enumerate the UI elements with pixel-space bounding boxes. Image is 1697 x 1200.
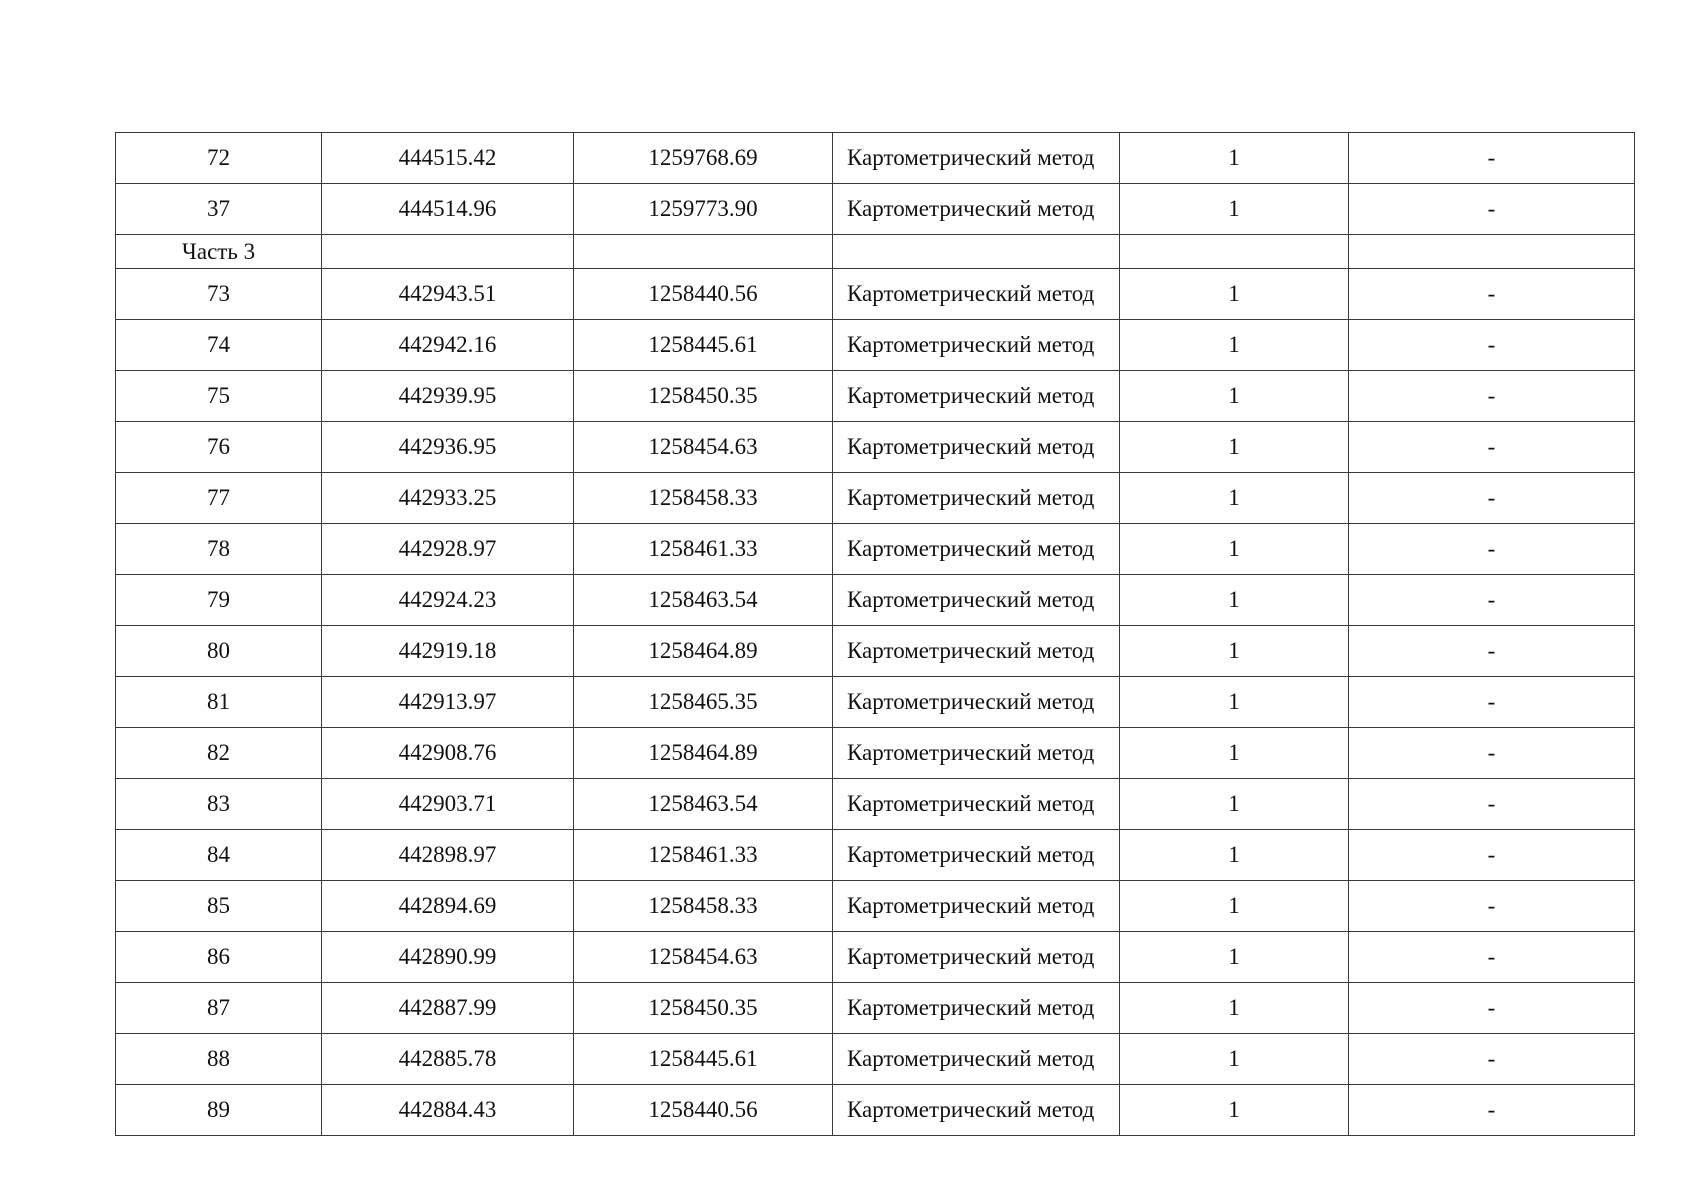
point-number-cell: 79 xyxy=(116,575,322,626)
method-cell: Картометрический метод xyxy=(833,830,1120,881)
table-row xyxy=(116,626,1635,677)
x-coordinate-cell: 442936.95 xyxy=(322,422,574,473)
y-coordinate-cell: 1258445.61 xyxy=(574,1034,833,1085)
accuracy-cell: 1 xyxy=(1120,983,1349,1034)
table-row xyxy=(116,371,1635,422)
accuracy-cell: 1 xyxy=(1120,830,1349,881)
accuracy-cell: 1 xyxy=(1120,728,1349,779)
y-coordinate-cell: 1258458.33 xyxy=(574,473,833,524)
y-coordinate-cell: 1259773.90 xyxy=(574,184,833,235)
x-coordinate-cell: 442898.97 xyxy=(322,830,574,881)
empty-cell xyxy=(1349,235,1635,269)
accuracy-cell: 1 xyxy=(1120,133,1349,184)
coordinates-table xyxy=(115,132,1635,1136)
accuracy-cell: 1 xyxy=(1120,320,1349,371)
table-row xyxy=(116,779,1635,830)
table-row xyxy=(116,1034,1635,1085)
y-coordinate-cell: 1258463.54 xyxy=(574,575,833,626)
point-number-cell: 82 xyxy=(116,728,322,779)
description-cell: - xyxy=(1349,422,1635,473)
point-number-cell: 83 xyxy=(116,779,322,830)
table-row xyxy=(116,269,1635,320)
table-row xyxy=(116,575,1635,626)
x-coordinate-cell: 442919.18 xyxy=(322,626,574,677)
accuracy-cell: 1 xyxy=(1120,524,1349,575)
method-cell: Картометрический метод xyxy=(833,269,1120,320)
table-row xyxy=(116,473,1635,524)
accuracy-cell: 1 xyxy=(1120,779,1349,830)
point-number-cell: 88 xyxy=(116,1034,322,1085)
accuracy-cell: 1 xyxy=(1120,269,1349,320)
empty-cell xyxy=(833,235,1120,269)
point-number-cell: 74 xyxy=(116,320,322,371)
description-cell: - xyxy=(1349,881,1635,932)
table-row xyxy=(116,133,1635,184)
table-row xyxy=(116,1085,1635,1136)
x-coordinate-cell: 442903.71 xyxy=(322,779,574,830)
point-number-cell: 84 xyxy=(116,830,322,881)
x-coordinate-cell: 442884.43 xyxy=(322,1085,574,1136)
accuracy-cell: 1 xyxy=(1120,881,1349,932)
description-cell: - xyxy=(1349,1085,1635,1136)
y-coordinate-cell: 1259768.69 xyxy=(574,133,833,184)
method-cell: Картометрический метод xyxy=(833,983,1120,1034)
x-coordinate-cell: 444515.42 xyxy=(322,133,574,184)
empty-cell xyxy=(322,235,574,269)
x-coordinate-cell: 442885.78 xyxy=(322,1034,574,1085)
method-cell: Картометрический метод xyxy=(833,371,1120,422)
method-cell: Картометрический метод xyxy=(833,422,1120,473)
method-cell: Картометрический метод xyxy=(833,575,1120,626)
y-coordinate-cell: 1258464.89 xyxy=(574,728,833,779)
table-row xyxy=(116,422,1635,473)
x-coordinate-cell: 444514.96 xyxy=(322,184,574,235)
x-coordinate-cell: 442890.99 xyxy=(322,932,574,983)
x-coordinate-cell: 442943.51 xyxy=(322,269,574,320)
method-cell: Картометрический метод xyxy=(833,932,1120,983)
description-cell: - xyxy=(1349,320,1635,371)
accuracy-cell: 1 xyxy=(1120,677,1349,728)
y-coordinate-cell: 1258464.89 xyxy=(574,626,833,677)
method-cell: Картометрический метод xyxy=(833,524,1120,575)
accuracy-cell: 1 xyxy=(1120,184,1349,235)
y-coordinate-cell: 1258450.35 xyxy=(574,371,833,422)
x-coordinate-cell: 442887.99 xyxy=(322,983,574,1034)
table-row xyxy=(116,830,1635,881)
y-coordinate-cell: 1258458.33 xyxy=(574,881,833,932)
y-coordinate-cell: 1258440.56 xyxy=(574,1085,833,1136)
y-coordinate-cell: 1258454.63 xyxy=(574,422,833,473)
table-row xyxy=(116,677,1635,728)
description-cell: - xyxy=(1349,626,1635,677)
accuracy-cell: 1 xyxy=(1120,371,1349,422)
accuracy-cell: 1 xyxy=(1120,626,1349,677)
y-coordinate-cell: 1258450.35 xyxy=(574,983,833,1034)
point-number-cell: 87 xyxy=(116,983,322,1034)
description-cell: - xyxy=(1349,184,1635,235)
x-coordinate-cell: 442894.69 xyxy=(322,881,574,932)
x-coordinate-cell: 442924.23 xyxy=(322,575,574,626)
table-row xyxy=(116,728,1635,779)
description-cell: - xyxy=(1349,473,1635,524)
table-row xyxy=(116,184,1635,235)
table-row xyxy=(116,932,1635,983)
point-number-cell: 72 xyxy=(116,133,322,184)
point-number-cell: 76 xyxy=(116,422,322,473)
accuracy-cell: 1 xyxy=(1120,1085,1349,1136)
y-coordinate-cell: 1258465.35 xyxy=(574,677,833,728)
y-coordinate-cell: 1258445.61 xyxy=(574,320,833,371)
y-coordinate-cell: 1258440.56 xyxy=(574,269,833,320)
section-header-row xyxy=(116,235,1635,269)
method-cell: Картометрический метод xyxy=(833,881,1120,932)
description-cell: - xyxy=(1349,677,1635,728)
method-cell: Картометрический метод xyxy=(833,779,1120,830)
table-row xyxy=(116,983,1635,1034)
x-coordinate-cell: 442939.95 xyxy=(322,371,574,422)
description-cell: - xyxy=(1349,983,1635,1034)
empty-cell xyxy=(1120,235,1349,269)
x-coordinate-cell: 442908.76 xyxy=(322,728,574,779)
point-number-cell: 78 xyxy=(116,524,322,575)
method-cell: Картометрический метод xyxy=(833,473,1120,524)
x-coordinate-cell: 442913.97 xyxy=(322,677,574,728)
point-number-cell: 75 xyxy=(116,371,322,422)
accuracy-cell: 1 xyxy=(1120,575,1349,626)
method-cell: Картометрический метод xyxy=(833,728,1120,779)
coordinates-table-body xyxy=(116,133,1635,1136)
x-coordinate-cell: 442942.16 xyxy=(322,320,574,371)
method-cell: Картометрический метод xyxy=(833,184,1120,235)
point-number-cell: 77 xyxy=(116,473,322,524)
method-cell: Картометрический метод xyxy=(833,133,1120,184)
method-cell: Картометрический метод xyxy=(833,1034,1120,1085)
accuracy-cell: 1 xyxy=(1120,473,1349,524)
description-cell: - xyxy=(1349,371,1635,422)
accuracy-cell: 1 xyxy=(1120,932,1349,983)
table-row xyxy=(116,881,1635,932)
description-cell: - xyxy=(1349,524,1635,575)
description-cell: - xyxy=(1349,779,1635,830)
section-label: Часть 3 xyxy=(116,235,322,269)
empty-cell xyxy=(574,235,833,269)
accuracy-cell: 1 xyxy=(1120,1034,1349,1085)
y-coordinate-cell: 1258463.54 xyxy=(574,779,833,830)
y-coordinate-cell: 1258461.33 xyxy=(574,524,833,575)
description-cell: - xyxy=(1349,269,1635,320)
y-coordinate-cell: 1258461.33 xyxy=(574,830,833,881)
x-coordinate-cell: 442928.97 xyxy=(322,524,574,575)
method-cell: Картометрический метод xyxy=(833,677,1120,728)
method-cell: Картометрический метод xyxy=(833,626,1120,677)
description-cell: - xyxy=(1349,575,1635,626)
point-number-cell: 80 xyxy=(116,626,322,677)
description-cell: - xyxy=(1349,830,1635,881)
point-number-cell: 81 xyxy=(116,677,322,728)
point-number-cell: 37 xyxy=(116,184,322,235)
accuracy-cell: 1 xyxy=(1120,422,1349,473)
point-number-cell: 89 xyxy=(116,1085,322,1136)
description-cell: - xyxy=(1349,932,1635,983)
x-coordinate-cell: 442933.25 xyxy=(322,473,574,524)
method-cell: Картометрический метод xyxy=(833,1085,1120,1136)
description-cell: - xyxy=(1349,133,1635,184)
point-number-cell: 86 xyxy=(116,932,322,983)
table-row xyxy=(116,524,1635,575)
point-number-cell: 73 xyxy=(116,269,322,320)
description-cell: - xyxy=(1349,728,1635,779)
point-number-cell: 85 xyxy=(116,881,322,932)
y-coordinate-cell: 1258454.63 xyxy=(574,932,833,983)
table-row xyxy=(116,320,1635,371)
description-cell: - xyxy=(1349,1034,1635,1085)
method-cell: Картометрический метод xyxy=(833,320,1120,371)
